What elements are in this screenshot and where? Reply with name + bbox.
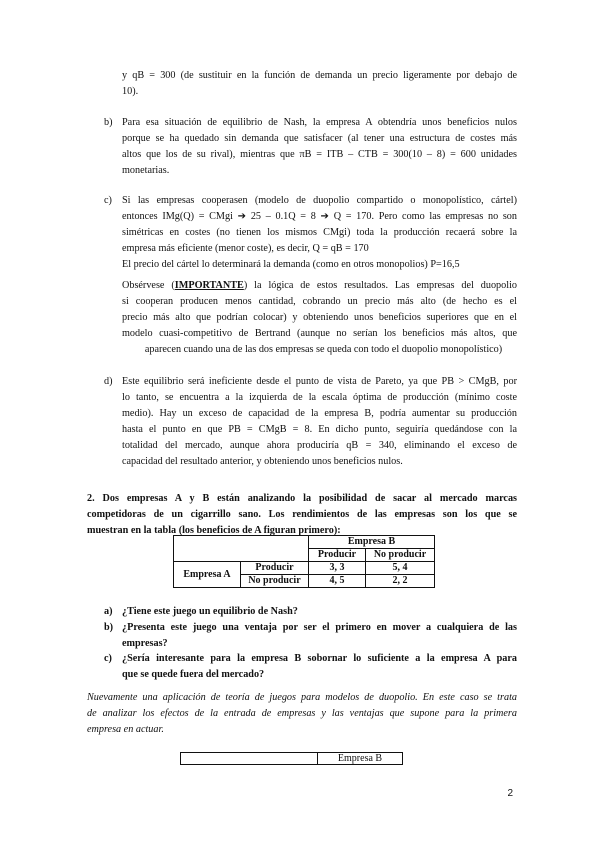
row-header: Producir — [241, 562, 309, 575]
question-a — [122, 604, 517, 620]
text-line: Nuevamente una aplicación de teoría de juegos para modelos de duopolio. En este caso se trata — [87, 692, 517, 703]
payoff-cell: 4, 5 — [309, 575, 366, 588]
obs-first-rest: ) la lógica de estos resultados. Las empresas del duopolio — [243, 280, 518, 291]
question-marker-b: b) — [104, 622, 114, 633]
text-line: modelo cuasi-competitivo de Bertrand (aunque no serían los beneficios más altos, que — [122, 328, 517, 339]
text-line: empresa más eficiente (menor coste), es decir, Q = qB = 170 — [122, 243, 369, 254]
question-marker-c: c) — [104, 653, 112, 664]
page-number: 2 — [507, 788, 513, 799]
col-header: Producir — [309, 549, 366, 562]
solution-note — [87, 690, 517, 738]
text-line: simétricas en costes (no tienen los mismos CMgi) toda la producción recaerá sobre la — [122, 227, 517, 238]
answer-d-paragraph — [122, 374, 517, 470]
text-line: ¿Presenta este juego una ventaja por ser el primero en mover a cualquiera de las — [122, 622, 517, 633]
solution-table — [180, 752, 403, 765]
col-group-header: Empresa B — [309, 536, 435, 549]
text-line: empresa en actuar. — [87, 724, 164, 735]
col-group-header: Empresa B — [318, 753, 403, 765]
text-line: si cooperan producen menos cantidad, cobrando un precio más alto (de hecho es el — [122, 296, 517, 307]
text-line: ¿Tiene este juego un equilibrio de Nash? — [122, 606, 298, 617]
text-line: empresas? — [122, 638, 168, 649]
text-line: El precio del cártel lo determinará la demanda (como en otros monopolios) P=16,5 — [122, 259, 460, 270]
text-line: Para esa situación de equilibrio de Nash, la empresa A obtendría unos beneficios nulos — [122, 117, 517, 128]
text-line: 10). — [122, 86, 139, 97]
payoff-cell: 2, 2 — [366, 575, 435, 588]
text-line — [122, 278, 517, 294]
table-corner — [181, 753, 318, 765]
text-line: totalidad del mercado, aunque ahora produciría qB = 340, eliminando el exceso de — [122, 440, 517, 451]
answer-c-paragraph — [122, 193, 517, 273]
payoff-cell: 5, 4 — [366, 562, 435, 575]
text-line: muestran en la tabla (los beneficios de A figuran primero): — [87, 525, 341, 536]
text-line: lo tanto, se encuentra a la izquierda de la escala óptima de producción (mínimo coste — [122, 392, 517, 403]
intro-paragraph — [122, 68, 517, 100]
text-line: Si las empresas cooperasen (modelo de duopolio compartido o monopolístico, cártel) — [122, 195, 517, 206]
obs-prefix: Obsérvese ( — [122, 280, 175, 291]
problem-2-statement — [87, 491, 517, 539]
text-line: competidoras de un cigarrillo sano. Los rendimientos de las empresas son los que se — [87, 509, 517, 520]
text-line: altos que los de su rival), mientras que πB = ITB – CTB = 300(10 – 8) = 600 unidades — [122, 149, 517, 160]
question-b — [122, 620, 517, 652]
text-line: entonces IMg(Q) = CMgi ➔ 25 – 0.1Q = 8 ➔ Q = 170. Pero como las empresas no son — [122, 211, 517, 222]
text-line: medio). Hay un exceso de capacidad de la empresa B, podría aumentar su producción — [122, 408, 517, 419]
payoff-table — [173, 535, 435, 588]
payoff-cell: 3, 3 — [309, 562, 366, 575]
text-line: y qB = 300 (de sustituir en la función de demanda un precio ligeramente por debajo de — [122, 70, 517, 81]
answer-b-paragraph — [122, 115, 517, 179]
important-label: IMPORTANTE — [174, 280, 244, 291]
text-line: 2. Dos empresas A y B están analizando la posibilidad de sacar al mercado marcas — [87, 493, 517, 504]
item-marker-d: d) — [104, 376, 113, 387]
text-line: Este equilibrio será ineficiente desde el punto de vista de Pareto, ya que PB > CMgB, por — [122, 376, 517, 387]
col-header: No producir — [366, 549, 435, 562]
observation-paragraph — [122, 278, 517, 358]
table-corner — [174, 536, 309, 562]
text-line: capacidad del resultado anterior, y obteniendo unos beneficios nulos. — [122, 456, 403, 467]
text-line: hasta el punto en que PB = CMgB = 8. En dicho punto, seguiría quedándose con la — [122, 424, 517, 435]
question-marker-a: a) — [104, 606, 113, 617]
text-line: monetarias. — [122, 165, 170, 176]
text-line: precio más alto que podrían colocar) y obteniendo unos beneficios superiores que en el — [122, 312, 517, 323]
row-header: No producir — [241, 575, 309, 588]
text-line: de analizar los efectos de la entrada de empresas y las ventajas que supone para la primera — [87, 708, 517, 719]
row-group-header: Empresa A — [174, 562, 241, 588]
text-line: ¿Sería interesante para la empresa B sobornar lo suficiente a la empresa A para — [122, 653, 517, 664]
item-marker-b: b) — [104, 117, 113, 128]
text-line: aparecen cuando una de las dos empresas se queda con todo el duopolio monopolístico) — [144, 344, 503, 355]
text-line: porque se ha quedado sin demanda que satisfacer (al tener una estructura de costes más — [122, 133, 517, 144]
text-line: que se quede fuera del mercado? — [122, 669, 265, 680]
item-marker-c: c) — [104, 195, 112, 206]
question-c — [122, 651, 517, 683]
